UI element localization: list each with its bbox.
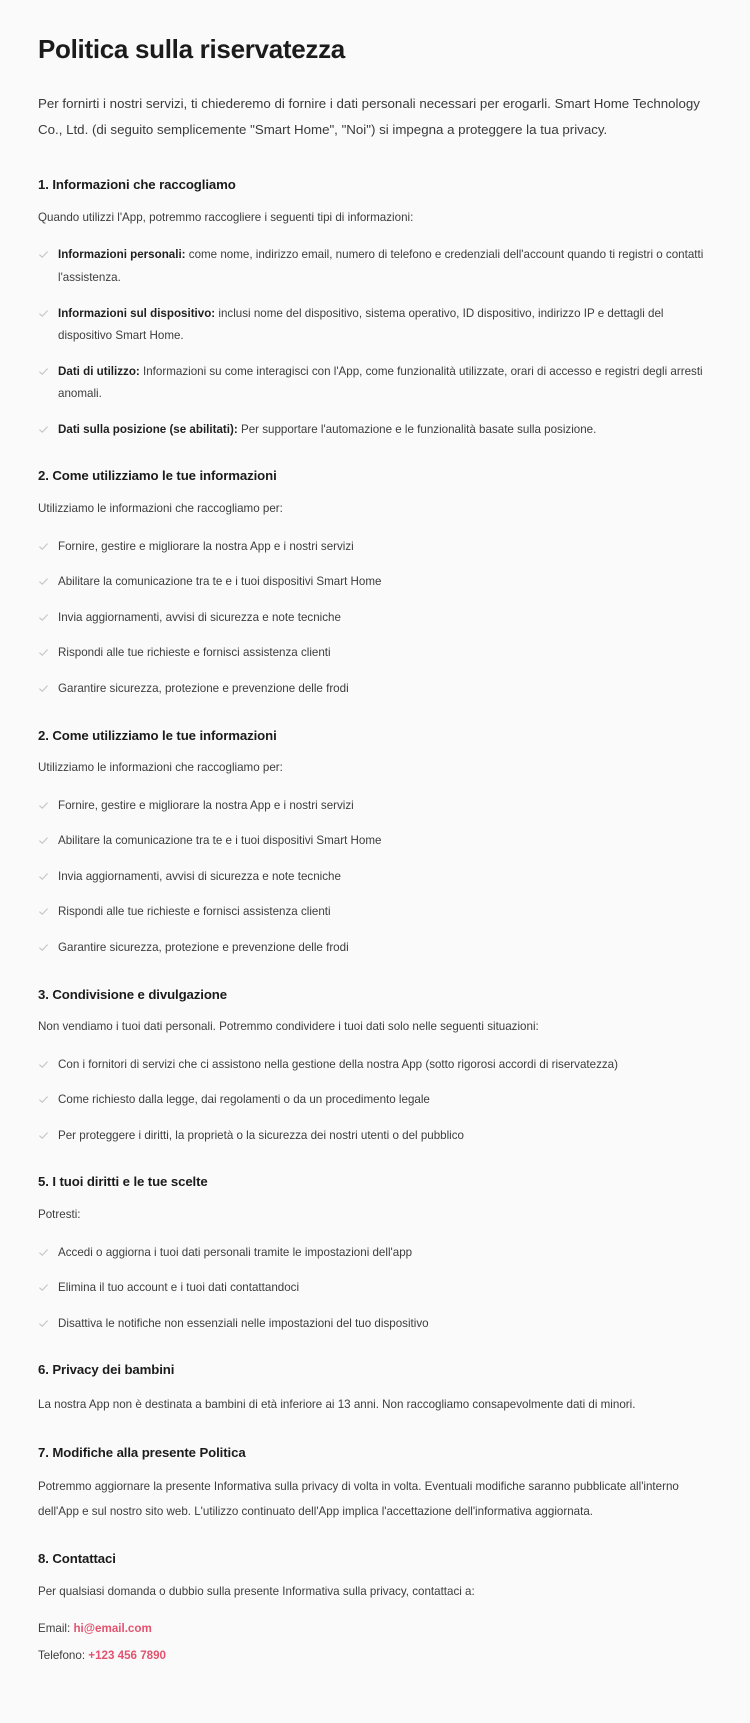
list-item-text [58, 642, 712, 665]
list-item-description: Invia aggiornamenti, avvisi di sicurezza e note tecniche [58, 869, 341, 883]
list-item-description: Disattiva le notifiche non essenziali nelle impostazioni del tuo dispositivo [58, 1316, 429, 1330]
list-item-text [58, 361, 712, 406]
section-heading: 2. Come utilizziamo le tue informazioni [38, 468, 277, 484]
list-item [38, 901, 712, 924]
section-heading: 7. Modifiche alla presente Politica [38, 1444, 246, 1460]
list-item [38, 795, 712, 818]
check-icon [38, 308, 49, 319]
list-item-description: come nome, indirizzo email, numero di telefono e credenziali dell'account quando ti registri o contatti l'assistenza. [58, 248, 704, 284]
section [38, 176, 712, 441]
check-list [38, 795, 712, 960]
check-list [38, 244, 712, 441]
list-item-description: Per proteggere i diritti, la proprietà o la sicurezza dei nostri utenti o del pubblico [58, 1128, 465, 1142]
list-item [38, 1242, 712, 1265]
contact-email-label: Email: [38, 1622, 71, 1636]
list-item [38, 303, 712, 348]
section [38, 986, 712, 1148]
sections-container [38, 176, 712, 1524]
section [38, 1173, 712, 1335]
list-item [38, 1089, 712, 1112]
list-item-text [58, 419, 712, 442]
list-item-term: Informazioni sul dispositivo: [58, 306, 216, 320]
check-icon [38, 871, 49, 882]
section-body: La nostra App non è destinata a bambini di età inferiore ai 13 anni. Non raccogliamo consapevolmente dati di minori. [38, 1398, 636, 1412]
list-item [38, 1125, 712, 1148]
list-item-description: Abilitare la comunicazione tra te e i tuoi dispositivi Smart Home [58, 834, 382, 848]
check-icon [38, 647, 49, 658]
contact-phone-link[interactable]: +123 456 7890 [88, 1648, 166, 1662]
list-item-text [58, 830, 712, 853]
check-list [38, 1242, 712, 1336]
list-item-description: Accedi o aggiorna i tuoi dati personali tramite le impostazioni dell'app [58, 1245, 413, 1259]
page-title: Politica sulla riservatezza [38, 34, 345, 64]
check-icon [38, 612, 49, 623]
list-item-text [58, 678, 712, 701]
intro-paragraph: Per fornirti i nostri servizi, ti chiederemo di fornire i dati personali necessari per erogarli. Smart Home Technology Co., Ltd. (di seguito semplicemente "Smart Home", "Noi") si impegna a proteggere la tua privacy. [38, 96, 700, 137]
check-icon [38, 942, 49, 953]
list-item-description: Invia aggiornamenti, avvisi di sicurezza e note tecniche [58, 610, 341, 624]
check-icon [38, 1059, 49, 1070]
check-list [38, 536, 712, 701]
contact-email-line [38, 1618, 712, 1641]
list-item-term: Dati sulla posizione (se abilitati): [58, 422, 238, 436]
list-item-description: Garantire sicurezza, protezione e prevenzione delle frodi [58, 941, 349, 954]
list-item [38, 937, 712, 960]
list-item [38, 830, 712, 853]
list-item [38, 419, 712, 442]
section-lead: Potresti: [38, 1208, 81, 1222]
list-item-description: Come richiesto dalla legge, dai regolamenti o da un procedimento legale [58, 1093, 430, 1107]
list-item-description: Fornire, gestire e migliorare la nostra App e i nostri servizi [58, 798, 354, 812]
section-body: Potremmo aggiornare la presente Informativa sulla privacy di volta in volta. Eventuali modifiche saranno pubblicate all'interno dell'App e sul nostro sito web. L'utilizzo continuato dell'App implica l'accettazione dell'informativa aggiornata. [38, 1480, 679, 1518]
list-item [38, 1313, 712, 1336]
list-item-text [58, 607, 712, 630]
section [38, 1444, 712, 1525]
list-item [38, 361, 712, 406]
list-item-text [58, 866, 712, 889]
list-item-text [58, 1089, 712, 1112]
list-item-text [58, 244, 712, 289]
list-item-text [58, 1242, 712, 1265]
check-icon [38, 835, 49, 846]
section [38, 1361, 712, 1417]
check-list [38, 1054, 712, 1148]
list-item-text [58, 1313, 712, 1336]
check-icon [38, 683, 49, 694]
section-heading: 3. Condivisione e divulgazione [38, 986, 227, 1002]
list-item-description: Informazioni su come interagisci con l'App, come funzionalità utilizzate, orari di accesso e registri degli arresti anomali. [58, 364, 703, 401]
list-item-description: Rispondi alle tue richieste e fornisci assistenza clienti [58, 905, 331, 919]
list-item [38, 678, 712, 701]
section-heading: 6. Privacy dei bambini [38, 1362, 175, 1378]
list-item-description: Abilitare la comunicazione tra te e i tuoi dispositivi Smart Home [58, 575, 382, 589]
check-icon [38, 424, 49, 435]
check-icon [38, 1130, 49, 1141]
section [38, 467, 712, 700]
list-item [38, 571, 712, 594]
section-heading: 1. Informazioni che raccogliamo [38, 177, 236, 193]
list-item-text [58, 795, 712, 818]
list-item-description: Elimina il tuo account e i tuoi dati contattandoci [58, 1281, 300, 1295]
list-item [38, 244, 712, 289]
list-item [38, 536, 712, 559]
section-contact-lead: Per qualsiasi domanda o dubbio sulla presente Informativa sulla privacy, contattaci a: [38, 1584, 475, 1598]
list-item-description: inclusi nome del dispositivo, sistema operativo, ID dispositivo, indirizzo IP e dettagli del dispositivo Smart Home. [58, 306, 664, 343]
contact-phone-line [38, 1645, 712, 1668]
list-item-description: Garantire sicurezza, protezione e prevenzione delle frodi [58, 681, 349, 695]
check-icon [38, 1247, 49, 1258]
check-icon [38, 1282, 49, 1293]
list-item-description: Con i fornitori di servizi che ci assistono nella gestione della nostra App (sotto rigorosi accordi di riservatezza) [58, 1057, 618, 1071]
list-item [38, 866, 712, 889]
section-contact [38, 1550, 712, 1667]
section-lead: Utilizziamo le informazioni che raccogliamo per: [38, 502, 283, 516]
check-icon [38, 541, 49, 552]
section-contact-heading: 8. Contattaci [38, 1551, 116, 1566]
list-item-text [58, 536, 712, 559]
list-item-description: Fornire, gestire e migliorare la nostra App e i nostri servizi [58, 539, 354, 553]
check-icon [38, 576, 49, 587]
list-item-description: Rispondi alle tue richieste e fornisci assistenza clienti [58, 646, 331, 660]
section-lead: Quando utilizzi l'App, potremmo raccogliere i seguenti tipi di informazioni: [38, 211, 414, 225]
list-item-text [58, 571, 712, 594]
list-item [38, 1054, 712, 1077]
list-item [38, 607, 712, 630]
list-item-text [58, 901, 712, 924]
list-item-text [58, 1277, 712, 1300]
list-item-description: Per supportare l'automazione e le funzionalità basate sulla posizione. [237, 422, 597, 436]
list-item [38, 1277, 712, 1300]
check-icon [38, 1318, 49, 1329]
list-item-text [58, 1125, 712, 1148]
list-item-term: Informazioni personali: [58, 248, 186, 262]
list-item-text [58, 937, 712, 960]
check-icon [38, 906, 49, 917]
list-item-text [58, 303, 712, 348]
contact-phone-label: Telefono: [38, 1648, 86, 1662]
contact-email-link[interactable]: hi@email.com [73, 1622, 152, 1636]
check-icon [38, 1094, 49, 1105]
list-item-term: Dati di utilizzo: [58, 364, 140, 378]
section [38, 727, 712, 960]
list-item [38, 642, 712, 665]
check-icon [38, 366, 49, 377]
check-icon [38, 800, 49, 811]
section-heading: 2. Come utilizziamo le tue informazioni [38, 727, 277, 743]
section-lead: Utilizziamo le informazioni che raccogliamo per: [38, 761, 283, 775]
section-lead: Non vendiamo i tuoi dati personali. Potremmo condividere i tuoi dati solo nelle seguenti situazioni: [38, 1020, 539, 1034]
section-heading: 5. I tuoi diritti e le tue scelte [38, 1174, 208, 1190]
list-item-text [58, 1054, 712, 1077]
check-icon [38, 249, 49, 260]
